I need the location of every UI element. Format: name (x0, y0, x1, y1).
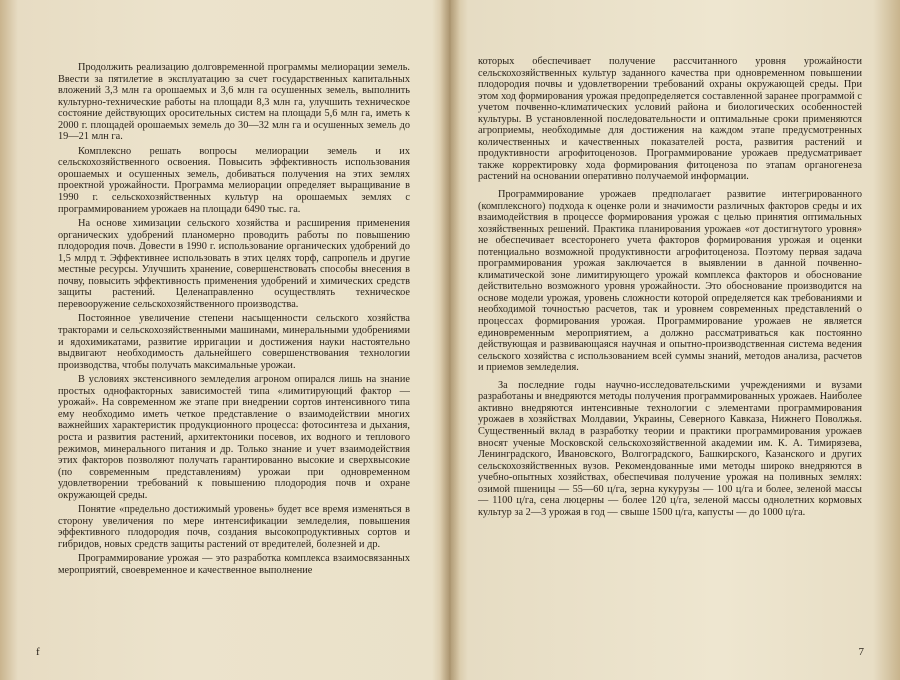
left-page (0, 0, 448, 680)
right-paragraph-2: Программирование урожаев предполагает развитие интегрированного (комплексного) подхода к оценке роли и значимости различных факторов среды и их взаимодействия в процессе формирования урожая с целью принятия оптимальных хозяйственных решений. Практика планирования урожаев «от достигнутого уровня» не обеспечивает всесторонего учета факторов формирования урожая и оценки потенциально возможной продуктивности агрофитоценоза. Поэтому первая задача программирования урожая заключается в выявлении в данной почвенно-климатической зоне лимитирующего урожай комплекса факторов и обоснование действительно возможного уровня урожайности. Это обоснование производится на основе модели урожая, уровень сложности которой определяется как требованиями и необходимой точностью расчетов, так и уровнем современных представлений о процессах формирования урожая. Программирование урожаев не является единовременным мероприятием, а должно рассматриваться как постоянно действующая и развивающаяся научная и опытно-производственная система ведения сельского хозяйства с использованием всей суммы знаний, методов анализа, расчетов и приемов земледелия. (478, 189, 862, 374)
left-page-number: f (36, 646, 40, 658)
left-paragraph-1: Продолжить реализацию долговременной программы мелиорации земель. Ввести за пятилетие в эксплуатацию за счет государственных капитальных вложений 3,3 млн га орошаемых и 3,6 млн га осушенных земель, выполнить культурно-технические работы на площади 8,3 млн га, улучшить техническое состояние действующих оросительных систем на площади 5,6 млн га, иметь к 2000 г. площадей орошаемых земель до 30—32 млн га и осушенных земель до 19—21 млн га. (58, 62, 410, 143)
right-page-number: 7 (858, 646, 864, 658)
left-paragraph-5: В условиях экстенсивного земледелия агроном опирался лишь на знание простых однофакторных зависимостей типа «лимитирующий фактор — урожай». На современном же этапе при внедрении сортов интенсивного типа ему необходимо иметь четкое представление о взаимодействии многих важнейших характеристик продукционного процесса: фотосинтеза и дыхания, роста и развития растений, архитектоники посевов, их водного и теплового режимов, минерального питания и др. Только знание и учет взаимодействия этих факторов позволяют получать гарантированно высокие и сверхвысокие (по современным представлениям) урожаи при одновременном удовлетворении требований к повышению плодородия почв и охране окружающей среды. (58, 374, 410, 501)
left-paragraph-7: Программирование урожая — это разработка комплекса взаимосвязанных мероприятий, своевременное и качественное выполнение (58, 553, 410, 576)
left-paragraph-2: Комплексно решать вопросы мелиорации земель и их сельскохозяйственного освоения. Повысить эффективность использования орошаемых и осушенных земель, добиваться получения на этих землях проектной урожайности. Программа мелиорации определяет выращивание в 1990 г. сельскохозяйственных культур на орошаемых землях с программированием урожаев на площади 6490 тыс. га. (58, 145, 410, 215)
left-paragraph-3: На основе химизации сельского хозяйства и расширения применения органических удобрений планомерно проводить работы по повышению плодородия почв. Довести в 1990 г. использование органических удобрений до 1,5 млрд т. Эффективнее использовать в этих целях торф, сапропель и другие местные ресурсы. Улучшить хранение, совершенствовать способы внесения в почву, повысить эффективность применения удобрений и химических средств защиты растений. Целенаправленно осуществлять техническое перевооружение сельскохозяйственного производства. (58, 218, 410, 310)
left-paragraph-6: Понятие «предельно достижимый уровень» будет все время изменяться в сторону увеличения по мере интенсификации земледелия, повышения эффективного плодородия почв, создания высокопродуктивных сортов и гибридов, новых средств защиты растений от вредителей, болезней и др. (58, 504, 410, 550)
left-paragraph-4: Постоянное увеличение степени насыщенности сельского хозяйства тракторами и сельскохозяйственными машинами, минеральными удобрениями и ядохимикатами, развитие ирригации и достижения науки настоятельно выдвигают необходимость дальнейшего совершенствования технологии производства, чтобы получать максимальные урожаи. (58, 313, 410, 371)
right-paragraph-1: которых обеспечивает получение рассчитанного уровня урожайности сельскохозяйственных культур заданного качества при одновременном повышении плодородия почвы и удовлетворении требований охраны окружающей среды. При этом ход формирования урожая предопределяется составленной заранее программой с учетом почвенно-климатических условий района и биологических особенностей культуры. В установленной последовательности и оптимальные сроки применяются агроприемы, необходимые для достижения на каждом этапе предусмотренных количественных и качественных показателей роста, развития растений и продуктивности агрофитоценозов. Программирование урожаев предусматривает также корректировку хода формирования фитоценоза по этапам органогенеза растений на основании оперативно получаемой информации. (478, 56, 862, 183)
right-page (452, 0, 900, 680)
right-paragraph-3: За последние годы научно-исследовательскими учреждениями и вузами разработаны и внедряются методы получения программированных урожаев. Наиболее активно внедряются интенсивные технологии с элементами программирования урожаев в хозяйствах Молдавии, Украины, Северного Кавказа, Нижнего Поволжья. Существенный вклад в разработку теории и практики программирования урожаев вносят ученые Московской сельскохозяйственной академии им. К. А. Тимирязева, Ленинградского, Ивановского, Волгоградского, Башкирского, Казанского и других сельскохозяйственных вузов. Рекомендованные ими методы широко внедряются в учебно-опытных хозяйствах, обеспечивая получение урожая на поливных землях: озимой пшеницы — 55—60 ц/га, зерна кукурузы — 100 ц/га и более, зеленой массы — 1100 ц/га, сена люцерны — более 120 ц/га, зеленой массы однолетних кормовых культур за 2—3 урожая в год — свыше 1500 ц/га, капусты — до 1000 ц/га. (478, 379, 862, 518)
